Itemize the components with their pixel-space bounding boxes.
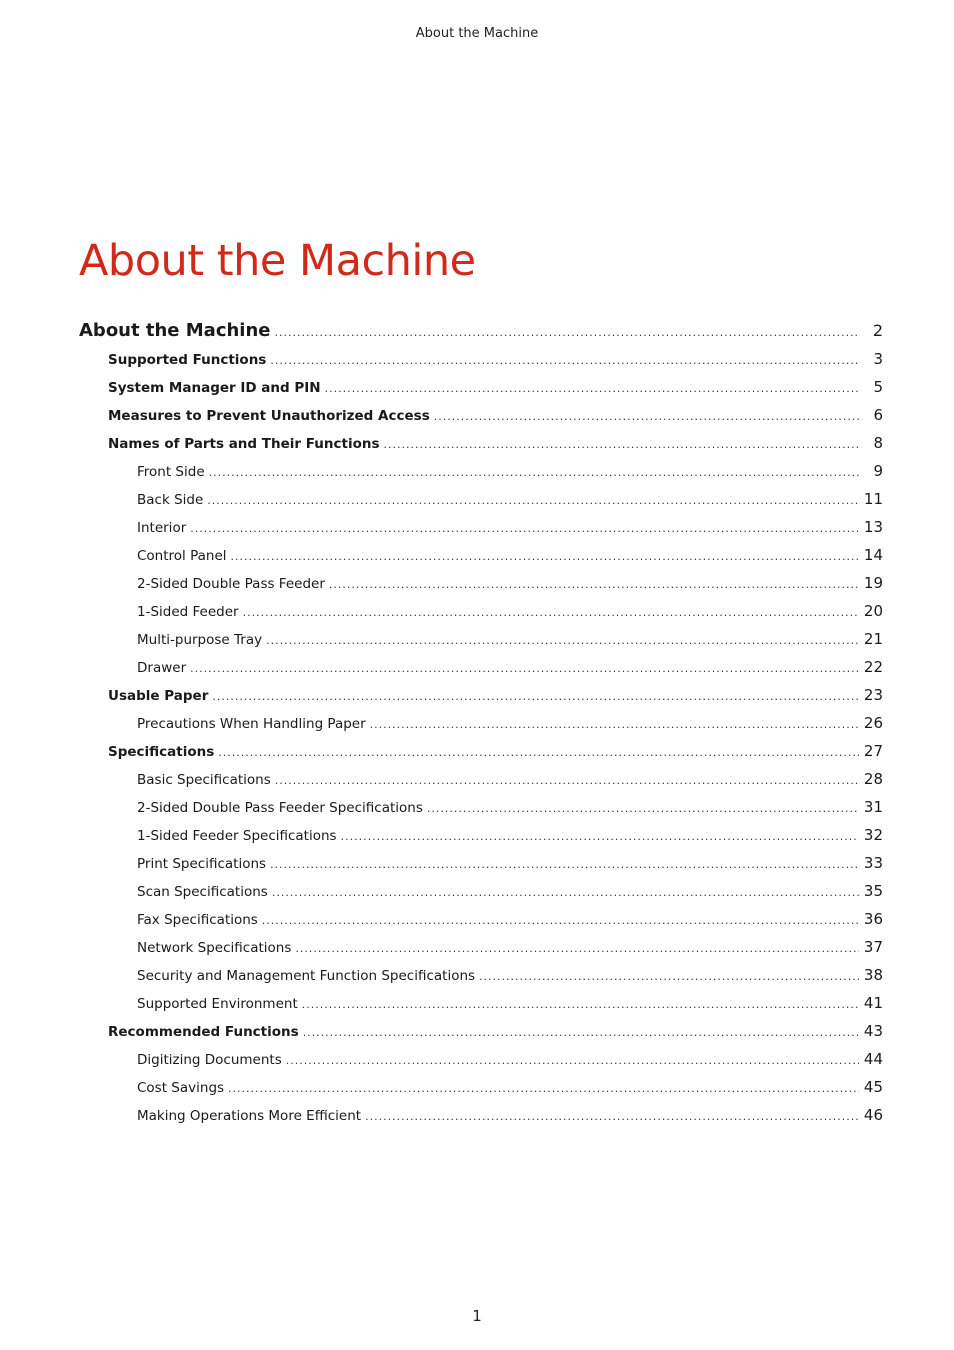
toc-section-entry[interactable] — [79, 686, 883, 714]
toc-dot-leader — [370, 718, 859, 731]
toc-entry-page: 13 — [863, 518, 883, 536]
toc-entry-page: 9 — [873, 462, 883, 480]
toc-entry-page: 33 — [863, 854, 883, 872]
toc-entry-label: Usable Paper — [108, 688, 209, 704]
toc-section-entry[interactable] — [79, 742, 883, 770]
toc-entry-label: 1-Sided Feeder — [137, 604, 239, 620]
toc-entry-page: 26 — [863, 714, 883, 732]
toc-subsection-entry[interactable] — [79, 882, 883, 910]
toc-entry-page: 23 — [863, 686, 883, 704]
toc-entry-label: Drawer — [137, 660, 187, 676]
toc-dot-leader — [275, 326, 860, 339]
toc-dot-leader — [303, 1026, 859, 1039]
toc-subsection-entry[interactable] — [79, 938, 883, 966]
toc-entry-label: About the Machine — [79, 320, 271, 341]
toc-entry-label: 2-Sided Double Pass Feeder — [137, 576, 325, 592]
toc-dot-leader — [302, 998, 859, 1011]
toc-entry-label: Security and Management Function Specifications — [137, 968, 476, 984]
toc-section-entry[interactable] — [79, 406, 883, 434]
toc-dot-leader — [427, 802, 859, 815]
toc-entry-label: Measures to Prevent Unauthorized Access — [108, 408, 430, 424]
toc-dot-leader — [270, 354, 859, 367]
page-number: 1 — [472, 1307, 482, 1325]
toc-section-entry[interactable] — [79, 1022, 883, 1050]
running-header: About the Machine — [415, 26, 539, 41]
toc-entry-label: Specifications — [108, 744, 215, 760]
toc-subsection-entry[interactable] — [79, 574, 883, 602]
toc-entry-page: 37 — [863, 938, 883, 956]
toc-dot-leader — [190, 662, 859, 675]
toc-subsection-entry[interactable] — [79, 658, 883, 686]
toc-dot-leader — [207, 494, 859, 507]
toc-entry-label: Making Operations More Efficient — [137, 1108, 362, 1124]
toc-section-entry[interactable] — [79, 350, 883, 378]
toc-subsection-entry[interactable] — [79, 854, 883, 882]
toc-entry-label: 1-Sided Feeder Specifications — [137, 828, 337, 844]
toc-chapter-entry[interactable] — [79, 320, 883, 350]
toc-entry-label: Names of Parts and Their Functions — [108, 436, 380, 452]
toc-subsection-entry[interactable] — [79, 1050, 883, 1078]
toc-subsection-entry[interactable] — [79, 910, 883, 938]
toc-entry-page: 35 — [863, 882, 883, 900]
toc-entry-label: System Manager ID and PIN — [108, 380, 321, 396]
toc-entry-page: 27 — [863, 742, 883, 760]
toc-entry-page: 21 — [863, 630, 883, 648]
toc-subsection-entry[interactable] — [79, 630, 883, 658]
toc-section-entry[interactable] — [79, 434, 883, 462]
table-of-contents — [79, 320, 883, 1134]
toc-entry-page: 31 — [863, 798, 883, 816]
toc-subsection-entry[interactable] — [79, 490, 883, 518]
toc-entry-label: Supported Environment — [137, 996, 298, 1012]
toc-entry-page: 43 — [863, 1022, 883, 1040]
toc-dot-leader — [329, 578, 859, 591]
toc-entry-page: 5 — [873, 378, 883, 396]
toc-dot-leader — [384, 438, 859, 451]
toc-entry-page: 32 — [863, 826, 883, 844]
toc-dot-leader — [262, 914, 859, 927]
toc-entry-label: Network Specifications — [137, 940, 292, 956]
toc-entry-label: Supported Functions — [108, 352, 267, 368]
toc-entry-label: Back Side — [137, 492, 204, 508]
toc-dot-leader — [231, 550, 859, 563]
toc-dot-leader — [228, 1082, 859, 1095]
toc-entry-label: 2-Sided Double Pass Feeder Specifications — [137, 800, 423, 816]
toc-subsection-entry[interactable] — [79, 994, 883, 1022]
toc-subsection-entry[interactable] — [79, 1106, 883, 1134]
toc-entry-label: Interior — [137, 520, 187, 536]
toc-subsection-entry[interactable] — [79, 826, 883, 854]
toc-entry-page: 28 — [863, 770, 883, 788]
toc-entry-page: 6 — [873, 406, 883, 424]
toc-subsection-entry[interactable] — [79, 546, 883, 574]
toc-dot-leader — [479, 970, 859, 983]
toc-dot-leader — [266, 634, 859, 647]
toc-entry-label: Precautions When Handling Paper — [137, 716, 366, 732]
toc-entry-page: 45 — [863, 1078, 883, 1096]
toc-entry-page: 46 — [863, 1106, 883, 1124]
toc-subsection-entry[interactable] — [79, 518, 883, 546]
toc-entry-label: Basic Specifications — [137, 772, 271, 788]
toc-dot-leader — [365, 1110, 859, 1123]
toc-subsection-entry[interactable] — [79, 1078, 883, 1106]
toc-entry-label: Recommended Functions — [108, 1024, 299, 1040]
toc-entry-label: Control Panel — [137, 548, 227, 564]
toc-entry-label: Fax Specifications — [137, 912, 258, 928]
toc-dot-leader — [218, 746, 859, 759]
toc-subsection-entry[interactable] — [79, 714, 883, 742]
toc-subsection-entry[interactable] — [79, 798, 883, 826]
toc-entry-page: 41 — [863, 994, 883, 1012]
toc-entry-page: 14 — [863, 546, 883, 564]
toc-entry-label: Cost Savings — [137, 1080, 225, 1096]
toc-dot-leader — [212, 690, 859, 703]
toc-dot-leader — [434, 410, 859, 423]
toc-dot-leader — [325, 382, 859, 395]
toc-entry-page: 19 — [863, 574, 883, 592]
toc-dot-leader — [243, 606, 859, 619]
toc-subsection-entry[interactable] — [79, 602, 883, 630]
toc-entry-page: 38 — [863, 966, 883, 984]
toc-entry-page: 2 — [872, 321, 883, 340]
toc-dot-leader — [209, 466, 859, 479]
toc-entry-page: 11 — [863, 490, 883, 508]
toc-dot-leader — [295, 942, 859, 955]
toc-dot-leader — [270, 858, 859, 871]
toc-dot-leader — [272, 886, 859, 899]
toc-entry-page: 8 — [873, 434, 883, 452]
toc-entry-label: Scan Specifications — [137, 884, 268, 900]
toc-entry-label: Multi-purpose Tray — [137, 632, 263, 648]
toc-entry-page: 44 — [863, 1050, 883, 1068]
toc-subsection-entry[interactable] — [79, 770, 883, 798]
toc-section-entry[interactable] — [79, 378, 883, 406]
toc-dot-leader — [275, 774, 859, 787]
toc-dot-leader — [286, 1054, 859, 1067]
toc-entry-page: 3 — [873, 350, 883, 368]
toc-subsection-entry[interactable] — [79, 462, 883, 490]
toc-entry-label: Digitizing Documents — [137, 1052, 282, 1068]
chapter-title: About the Machine — [79, 236, 476, 286]
toc-dot-leader — [190, 522, 859, 535]
toc-subsection-entry[interactable] — [79, 966, 883, 994]
toc-dot-leader — [341, 830, 859, 843]
toc-entry-page: 22 — [863, 658, 883, 676]
toc-entry-page: 36 — [863, 910, 883, 928]
toc-entry-label: Front Side — [137, 464, 205, 480]
toc-entry-label: Print Specifications — [137, 856, 267, 872]
toc-entry-page: 20 — [863, 602, 883, 620]
